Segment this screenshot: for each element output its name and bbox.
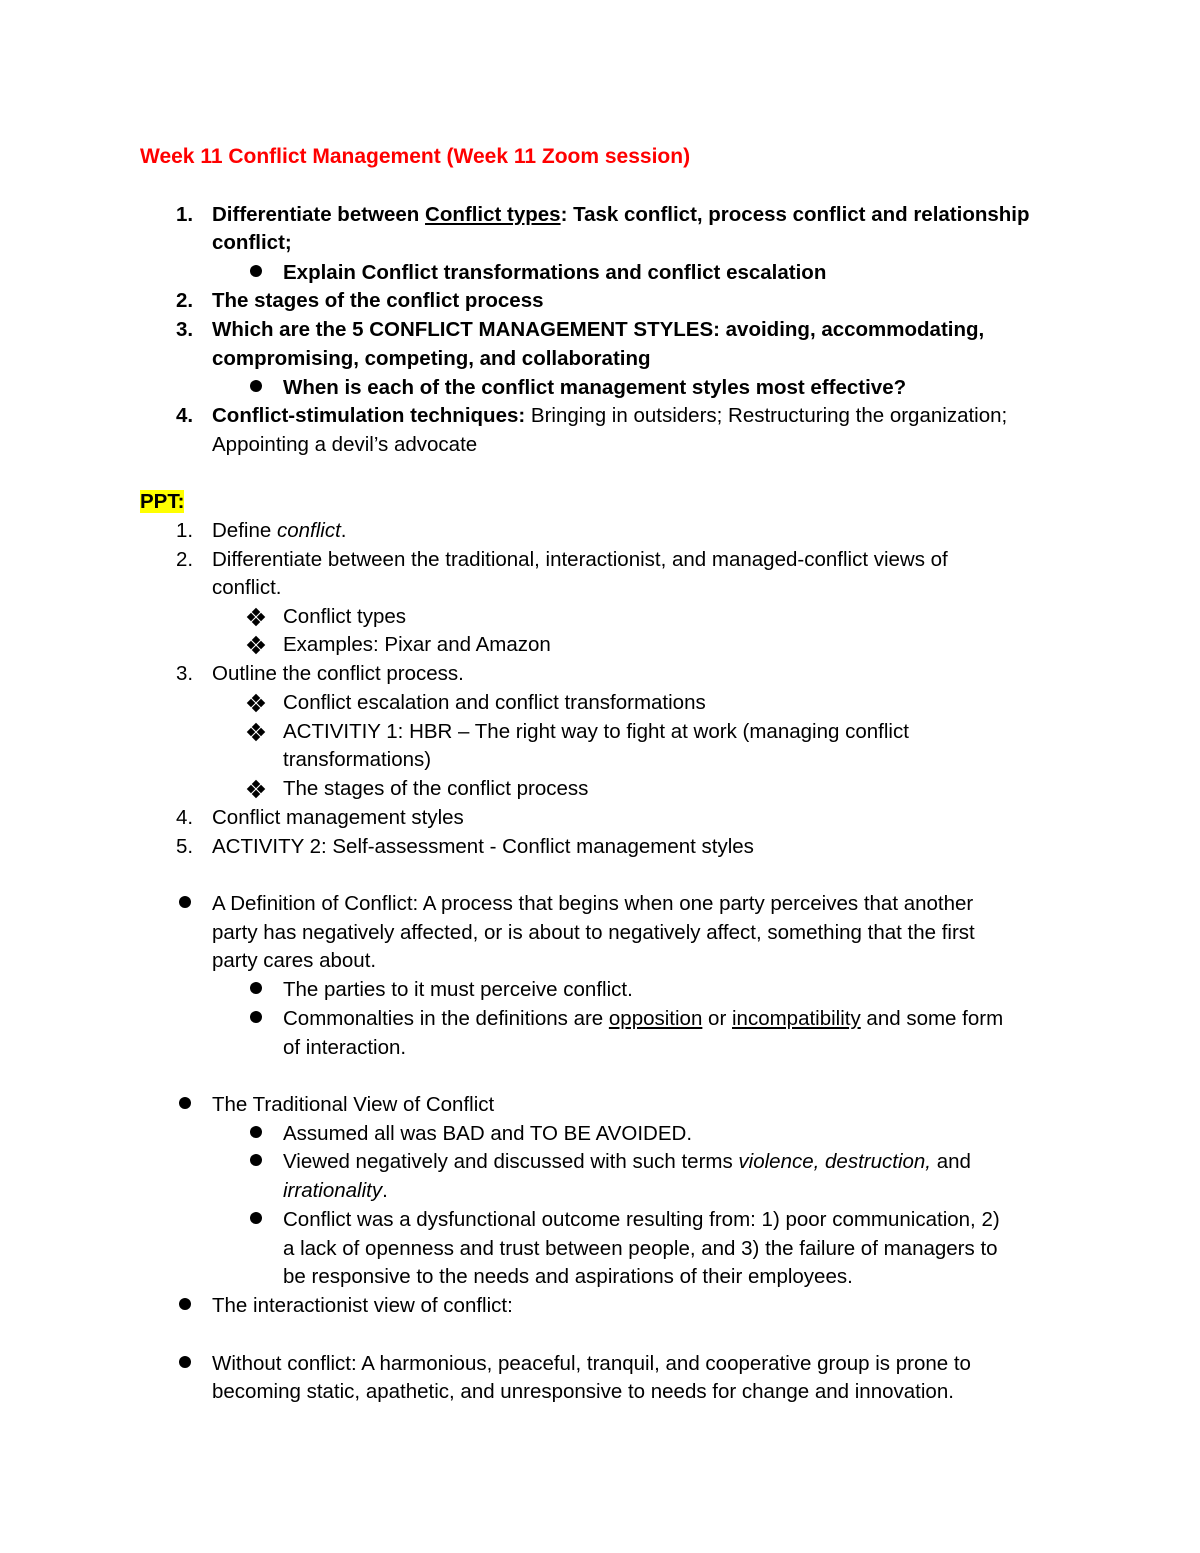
diamond-bullet-icon — [248, 781, 264, 797]
diamond-bullet-icon — [248, 724, 264, 740]
sub-list-item: When is each of the conflict management styles most effective? — [283, 376, 907, 399]
paragraph-text: becoming static, apathetic, and unresponsive to needs for change and innovation. — [212, 1380, 954, 1403]
sub-list-item — [283, 1147, 971, 1176]
list-item — [212, 401, 1007, 430]
sub-list-item: Assumed all was BAD and TO BE AVOIDED. — [283, 1122, 693, 1145]
sub-list-item: Examples: Pixar and Amazon — [283, 633, 551, 656]
list-number: 4. — [176, 404, 194, 427]
sub-list-item-continuation: be responsive to the needs and aspirations of their employees. — [283, 1265, 853, 1288]
list-item — [212, 516, 346, 545]
list-number: 1. — [176, 519, 194, 542]
bullet-icon — [250, 982, 262, 994]
underlined-term: opposition — [608, 1007, 703, 1030]
sub-list-item-continuation: of interaction. — [283, 1036, 407, 1059]
bullet-icon — [250, 265, 262, 277]
diamond-bullet-icon — [248, 695, 264, 711]
definition-text: party cares about. — [212, 949, 377, 972]
bullet-icon — [179, 1298, 191, 1310]
list-item — [212, 200, 1030, 229]
list-number: 3. — [176, 662, 194, 685]
list-number: 3. — [176, 318, 194, 341]
sub-list-item: Conflict escalation and conflict transformations — [283, 691, 706, 714]
list-item: The stages of the conflict process — [212, 289, 544, 312]
sub-list-item — [283, 1004, 1003, 1033]
list-item-text: and some form — [860, 1007, 1004, 1030]
document-title: Week 11 Conflict Management (Week 11 Zoom session) — [140, 145, 691, 168]
bullet-icon — [250, 1212, 262, 1224]
section-heading: The interactionist view of conflict: — [212, 1294, 513, 1317]
list-number: 2. — [176, 289, 194, 312]
list-item-text: Bringing in outsiders; Restructuring the organization; — [525, 404, 1008, 427]
underlined-term: incompatibility — [731, 1007, 861, 1030]
sub-list-item-continuation: a lack of openness and trust between people, and 3) the failure of managers to — [283, 1237, 998, 1260]
sub-list-item-continuation — [283, 1176, 388, 1205]
bullet-icon — [250, 1011, 262, 1023]
list-item-text: and — [931, 1150, 971, 1173]
list-number: 2. — [176, 548, 194, 571]
bullet-icon — [250, 380, 262, 392]
bullet-icon — [250, 1126, 262, 1138]
italic-term: irrationality — [283, 1179, 383, 1202]
bullet-icon — [179, 1356, 191, 1368]
list-item: ACTIVITY 2: Self-assessment - Conflict management styles — [212, 835, 754, 858]
list-item-text: : Task conflict, process conflict and relationship — [560, 203, 1030, 226]
list-item: Outline the conflict process. — [212, 662, 464, 685]
list-item-continuation: compromising, competing, and collaborating — [212, 347, 651, 370]
list-item-text: Viewed negatively and discussed with such terms — [283, 1150, 739, 1173]
sub-list-item: The stages of the conflict process — [283, 777, 589, 800]
list-item-text: Differentiate between — [212, 203, 426, 226]
list-item-text: Define — [212, 519, 277, 542]
list-item-text: . — [382, 1179, 388, 1202]
definition-text: party has negatively affected, or is about to negatively affect, something that the first — [212, 921, 975, 944]
diamond-bullet-icon — [248, 637, 264, 653]
underlined-term: Conflict types — [425, 203, 561, 226]
list-item-continuation: Appointing a devil’s advocate — [212, 433, 478, 456]
sub-list-item: The parties to it must perceive conflict. — [283, 978, 633, 1001]
bullet-icon — [179, 1097, 191, 1109]
list-number: 4. — [176, 806, 194, 829]
list-item: Which are the 5 CONFLICT MANAGEMENT STYLES: avoiding, accommodating, — [212, 318, 985, 341]
list-item-text: or — [702, 1007, 732, 1030]
definition-text: A Definition of Conflict: A process that begins when one party perceives that another — [212, 892, 974, 915]
sub-list-item-continuation: transformations) — [283, 748, 432, 771]
italic-term: violence, destruction, — [738, 1150, 931, 1173]
list-item-text: . — [340, 519, 347, 542]
diamond-bullet-icon — [248, 609, 264, 625]
sub-list-item: Conflict types — [283, 605, 407, 628]
list-item-lead: Conflict-stimulation techniques: — [212, 404, 526, 427]
italic-term: conflict — [276, 519, 341, 542]
list-item-continuation: conflict; — [212, 231, 292, 254]
list-number: 1. — [176, 203, 194, 226]
sub-list-item: Explain Conflict transformations and conflict escalation — [283, 261, 827, 284]
highlighted-heading: PPT: — [140, 490, 185, 513]
list-number: 5. — [176, 835, 194, 858]
list-item: Differentiate between the traditional, interactionist, and managed-conflict views of — [212, 548, 948, 571]
section-heading: The Traditional View of Conflict — [212, 1093, 495, 1116]
bullet-icon — [179, 896, 191, 908]
sub-list-item: ACTIVITIY 1: HBR – The right way to fight at work (managing conflict — [283, 720, 909, 743]
ppt-heading — [140, 487, 184, 516]
paragraph-text: Without conflict: A harmonious, peaceful, tranquil, and cooperative group is prone to — [212, 1352, 971, 1375]
list-item: Conflict management styles — [212, 806, 464, 829]
sub-list-item: Conflict was a dysfunctional outcome resulting from: 1) poor communication, 2) — [283, 1208, 1000, 1231]
bullet-icon — [250, 1154, 262, 1166]
list-item-text: Commonalties in the definitions are — [283, 1007, 609, 1030]
list-item-continuation: conflict. — [212, 576, 282, 599]
